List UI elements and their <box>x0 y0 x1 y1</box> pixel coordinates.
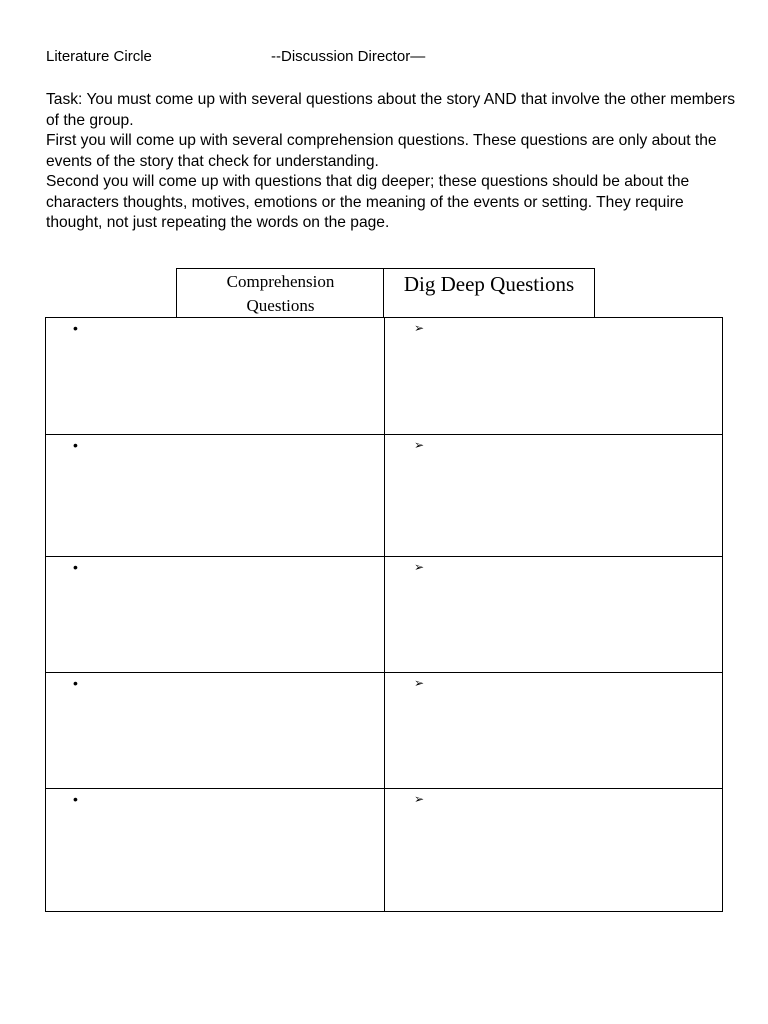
comprehension-cell[interactable] <box>46 557 385 673</box>
table-row <box>46 557 723 673</box>
comprehension-header-line1: Comprehension <box>226 272 335 291</box>
first-paragraph: First you will come up with several comprehension questions. These questions are only about the events of the story that check for understanding. <box>46 132 717 170</box>
table-row <box>46 318 723 435</box>
table-row <box>46 789 723 912</box>
comprehension-cell[interactable] <box>46 789 385 912</box>
questions-table <box>45 317 723 912</box>
bullet-icon: • <box>73 437 78 453</box>
instructions <box>46 90 736 234</box>
arrowhead-icon: ➢ <box>414 792 425 806</box>
task-paragraph: Task: You must come up with several questions about the story AND that involve the other members of the group. <box>46 91 736 129</box>
arrowhead-icon: ➢ <box>414 560 425 574</box>
comprehension-cell[interactable] <box>46 673 385 789</box>
comprehension-cell[interactable] <box>46 318 385 435</box>
bullet-icon: • <box>73 791 78 807</box>
comprehension-header-line2: Questions <box>246 296 315 315</box>
role-title: --Discussion Director— <box>271 48 426 65</box>
dig-deep-cell[interactable] <box>385 435 723 557</box>
comprehension-cell[interactable] <box>46 435 385 557</box>
dig-deep-questions-header: Dig Deep Questions <box>383 268 595 318</box>
arrowhead-icon: ➢ <box>414 321 425 335</box>
arrowhead-icon: ➢ <box>414 438 425 452</box>
dig-deep-cell[interactable] <box>385 789 723 912</box>
comprehension-questions-header <box>176 268 385 318</box>
table-row <box>46 673 723 789</box>
arrowhead-icon: ➢ <box>414 676 425 690</box>
dig-deep-cell[interactable] <box>385 557 723 673</box>
bullet-icon: • <box>73 559 78 575</box>
dig-deep-cell[interactable] <box>385 318 723 435</box>
bullet-icon: • <box>73 320 78 336</box>
bullet-icon: • <box>73 675 78 691</box>
document-title: Literature Circle <box>46 48 152 65</box>
second-paragraph: Second you will come up with questions that dig deeper; these questions should be about the characters thoughts, motives, emotions or the meaning of the events or setting. They require thought, not just repeating the words on the page. <box>46 173 690 231</box>
dig-deep-cell[interactable] <box>385 673 723 789</box>
table-row <box>46 435 723 557</box>
